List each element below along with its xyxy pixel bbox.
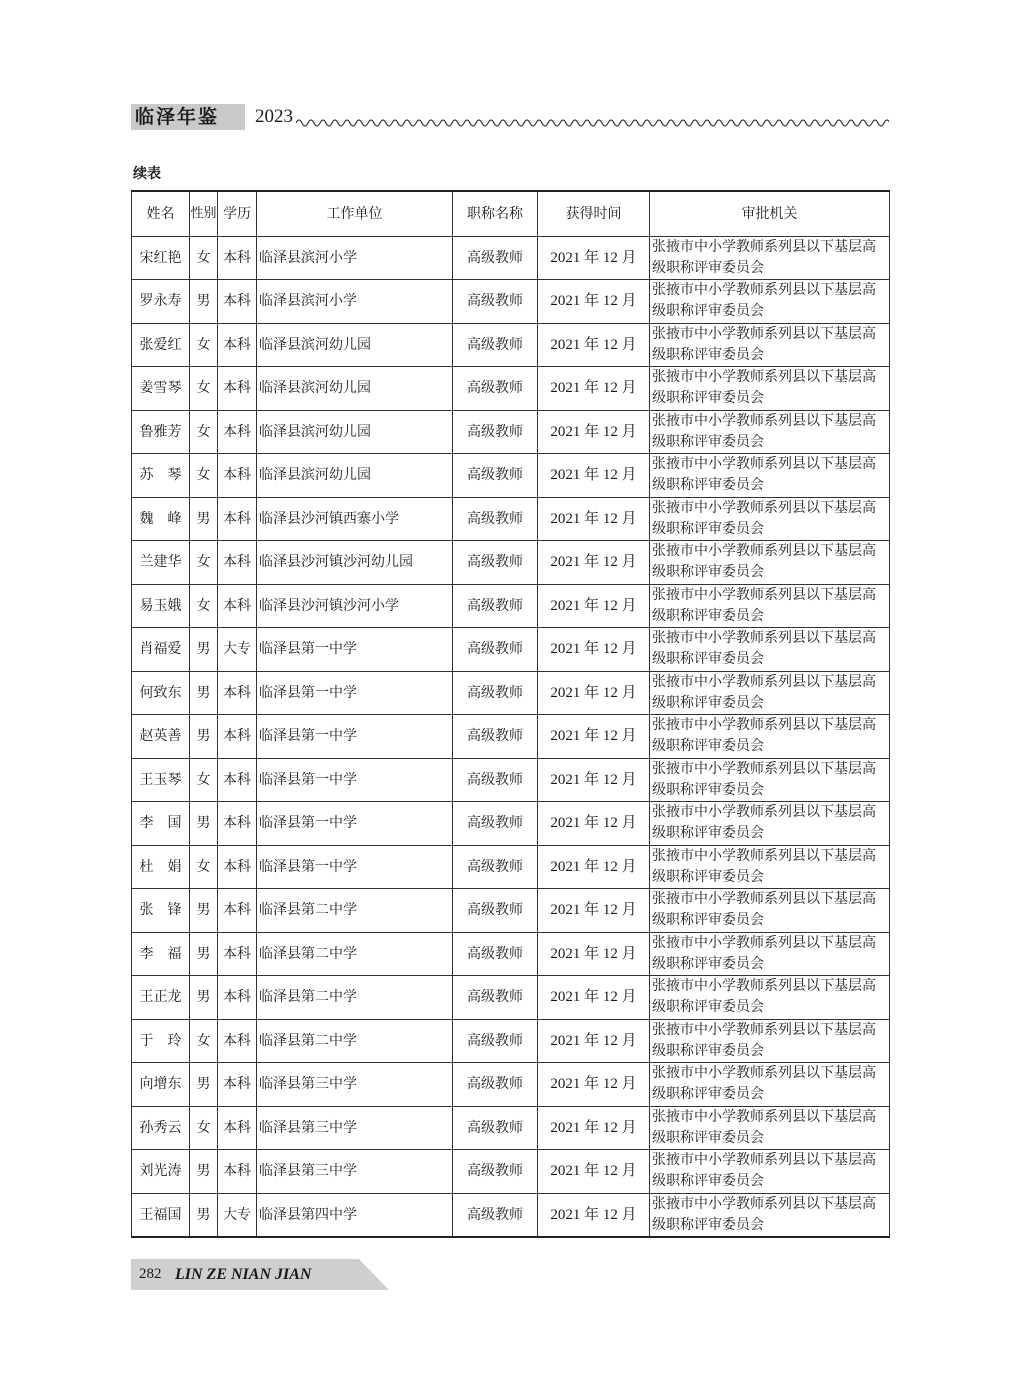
cell-gender: 女	[190, 584, 218, 628]
cell-time: 2021 年 12 月	[538, 1019, 650, 1063]
cell-approval: 张掖市中小学教师系列县以下基层高级职称评审委员会	[650, 367, 890, 411]
cell-education: 本科	[218, 889, 257, 933]
cell-gender: 男	[190, 280, 218, 324]
cell-name: 杜 娟	[132, 845, 190, 889]
table-row	[132, 323, 890, 367]
yearbook-year: 2023	[255, 106, 293, 127]
cell-approval: 张掖市中小学教师系列县以下基层高级职称评审委员会	[650, 497, 890, 541]
cell-time: 2021 年 12 月	[538, 541, 650, 585]
cell-unit: 临泽县第三中学	[257, 1063, 453, 1107]
cell-gender: 男	[190, 715, 218, 759]
cell-title: 高级教师	[453, 845, 538, 889]
cell-time: 2021 年 12 月	[538, 802, 650, 846]
table-row	[132, 410, 890, 454]
cell-title: 高级教师	[453, 1193, 538, 1237]
cell-gender: 女	[190, 410, 218, 454]
cell-approval: 张掖市中小学教师系列县以下基层高级职称评审委员会	[650, 802, 890, 846]
cell-unit: 临泽县滨河幼儿园	[257, 454, 453, 498]
cell-name: 魏 峰	[132, 497, 190, 541]
cell-title: 高级教师	[453, 932, 538, 976]
cell-unit: 临泽县第四中学	[257, 1193, 453, 1237]
cell-title: 高级教师	[453, 497, 538, 541]
cell-time: 2021 年 12 月	[538, 410, 650, 454]
cell-unit: 临泽县第二中学	[257, 1019, 453, 1063]
cell-education: 本科	[218, 584, 257, 628]
column-header-approval: 审批机关	[650, 191, 890, 236]
cell-time: 2021 年 12 月	[538, 1150, 650, 1194]
cell-approval: 张掖市中小学教师系列县以下基层高级职称评审委员会	[650, 932, 890, 976]
cell-name: 易玉娥	[132, 584, 190, 628]
cell-time: 2021 年 12 月	[538, 323, 650, 367]
cell-approval: 张掖市中小学教师系列县以下基层高级职称评审委员会	[650, 1019, 890, 1063]
cell-unit: 临泽县第二中学	[257, 976, 453, 1020]
table-row	[132, 1063, 890, 1107]
cell-gender: 女	[190, 541, 218, 585]
cell-approval: 张掖市中小学教师系列县以下基层高级职称评审委员会	[650, 845, 890, 889]
cell-time: 2021 年 12 月	[538, 845, 650, 889]
cell-time: 2021 年 12 月	[538, 715, 650, 759]
cell-name: 李 福	[132, 932, 190, 976]
cell-gender: 男	[190, 671, 218, 715]
cell-approval: 张掖市中小学教师系列县以下基层高级职称评审委员会	[650, 671, 890, 715]
cell-gender: 女	[190, 367, 218, 411]
cell-education: 本科	[218, 367, 257, 411]
table-row	[132, 715, 890, 759]
yearbook-title: 临泽年鉴	[131, 104, 245, 130]
cell-education: 本科	[218, 1019, 257, 1063]
cell-time: 2021 年 12 月	[538, 1106, 650, 1150]
cell-title: 高级教师	[453, 1019, 538, 1063]
table-row	[132, 1193, 890, 1237]
cell-gender: 男	[190, 976, 218, 1020]
cell-name: 苏 琴	[132, 454, 190, 498]
wave-divider-icon	[296, 116, 889, 130]
cell-approval: 张掖市中小学教师系列县以下基层高级职称评审委员会	[650, 541, 890, 585]
cell-name: 兰建华	[132, 541, 190, 585]
cell-title: 高级教师	[453, 1063, 538, 1107]
cell-time: 2021 年 12 月	[538, 1193, 650, 1237]
cell-approval: 张掖市中小学教师系列县以下基层高级职称评审委员会	[650, 584, 890, 628]
cell-gender: 男	[190, 802, 218, 846]
cell-unit: 临泽县第二中学	[257, 889, 453, 933]
cell-title: 高级教师	[453, 410, 538, 454]
cell-title: 高级教师	[453, 323, 538, 367]
cell-title: 高级教师	[453, 280, 538, 324]
column-header-education: 学历	[218, 191, 257, 236]
column-header-work-unit: 工作单位	[257, 191, 453, 236]
cell-education: 本科	[218, 715, 257, 759]
table-header-row	[132, 191, 890, 236]
cell-education: 本科	[218, 758, 257, 802]
cell-title: 高级教师	[453, 671, 538, 715]
cell-name: 王玉琴	[132, 758, 190, 802]
cell-title: 高级教师	[453, 889, 538, 933]
table-row	[132, 628, 890, 672]
table-row	[132, 367, 890, 411]
cell-unit: 临泽县第一中学	[257, 715, 453, 759]
cell-unit: 临泽县第一中学	[257, 802, 453, 846]
cell-education: 本科	[218, 932, 257, 976]
cell-education: 本科	[218, 802, 257, 846]
cell-name: 鲁雅芳	[132, 410, 190, 454]
page-header	[131, 100, 889, 136]
cell-education: 大专	[218, 628, 257, 672]
cell-name: 张 锋	[132, 889, 190, 933]
cell-gender: 女	[190, 236, 218, 280]
cell-time: 2021 年 12 月	[538, 367, 650, 411]
cell-name: 于 玲	[132, 1019, 190, 1063]
cell-education: 本科	[218, 323, 257, 367]
cell-gender: 男	[190, 932, 218, 976]
cell-approval: 张掖市中小学教师系列县以下基层高级职称评审委员会	[650, 280, 890, 324]
cell-name: 孙秀云	[132, 1106, 190, 1150]
cell-unit: 临泽县第三中学	[257, 1150, 453, 1194]
cell-gender: 男	[190, 889, 218, 933]
cell-education: 本科	[218, 497, 257, 541]
cell-approval: 张掖市中小学教师系列县以下基层高级职称评审委员会	[650, 628, 890, 672]
cell-title: 高级教师	[453, 715, 538, 759]
table-row	[132, 1106, 890, 1150]
teacher-title-table	[131, 190, 890, 1238]
cell-unit: 临泽县沙河镇沙河幼儿园	[257, 541, 453, 585]
table-row	[132, 932, 890, 976]
column-header-time: 获得时间	[538, 191, 650, 236]
cell-approval: 张掖市中小学教师系列县以下基层高级职称评审委员会	[650, 758, 890, 802]
cell-title: 高级教师	[453, 976, 538, 1020]
cell-title: 高级教师	[453, 1150, 538, 1194]
cell-gender: 女	[190, 1019, 218, 1063]
cell-approval: 张掖市中小学教师系列县以下基层高级职称评审委员会	[650, 323, 890, 367]
cell-name: 王正龙	[132, 976, 190, 1020]
cell-gender: 女	[190, 454, 218, 498]
cell-unit: 临泽县沙河镇沙河小学	[257, 584, 453, 628]
cell-education: 本科	[218, 454, 257, 498]
cell-gender: 女	[190, 1106, 218, 1150]
cell-approval: 张掖市中小学教师系列县以下基层高级职称评审委员会	[650, 715, 890, 759]
cell-time: 2021 年 12 月	[538, 758, 650, 802]
cell-approval: 张掖市中小学教师系列县以下基层高级职称评审委员会	[650, 236, 890, 280]
cell-approval: 张掖市中小学教师系列县以下基层高级职称评审委员会	[650, 410, 890, 454]
cell-name: 王福国	[132, 1193, 190, 1237]
cell-title: 高级教师	[453, 454, 538, 498]
cell-education: 本科	[218, 410, 257, 454]
cell-unit: 临泽县滨河幼儿园	[257, 410, 453, 454]
cell-education: 本科	[218, 236, 257, 280]
cell-education: 本科	[218, 1106, 257, 1150]
cell-title: 高级教师	[453, 758, 538, 802]
cell-approval: 张掖市中小学教师系列县以下基层高级职称评审委员会	[650, 976, 890, 1020]
cell-unit: 临泽县第一中学	[257, 758, 453, 802]
cell-name: 何致东	[132, 671, 190, 715]
table-row	[132, 845, 890, 889]
cell-education: 本科	[218, 1063, 257, 1107]
table-row	[132, 671, 890, 715]
cell-time: 2021 年 12 月	[538, 1063, 650, 1107]
cell-time: 2021 年 12 月	[538, 889, 650, 933]
table-row	[132, 454, 890, 498]
cell-unit: 临泽县第一中学	[257, 671, 453, 715]
column-header-name: 姓名	[132, 191, 190, 236]
cell-gender: 女	[190, 323, 218, 367]
cell-gender: 男	[190, 1063, 218, 1107]
cell-gender: 男	[190, 628, 218, 672]
cell-time: 2021 年 12 月	[538, 932, 650, 976]
cell-name: 刘光涛	[132, 1150, 190, 1194]
cell-unit: 临泽县第三中学	[257, 1106, 453, 1150]
cell-time: 2021 年 12 月	[538, 454, 650, 498]
table-row	[132, 236, 890, 280]
cell-education: 本科	[218, 976, 257, 1020]
continued-label: 续表	[133, 166, 161, 182]
cell-gender: 男	[190, 1150, 218, 1194]
cell-name: 向增东	[132, 1063, 190, 1107]
cell-gender: 男	[190, 497, 218, 541]
table-row	[132, 280, 890, 324]
cell-name: 宋红艳	[132, 236, 190, 280]
table-row	[132, 802, 890, 846]
cell-gender: 女	[190, 758, 218, 802]
cell-unit: 临泽县第一中学	[257, 845, 453, 889]
cell-title: 高级教师	[453, 802, 538, 846]
cell-unit: 临泽县沙河镇西寨小学	[257, 497, 453, 541]
cell-approval: 张掖市中小学教师系列县以下基层高级职称评审委员会	[650, 1150, 890, 1194]
cell-approval: 张掖市中小学教师系列县以下基层高级职称评审委员会	[650, 454, 890, 498]
cell-education: 本科	[218, 845, 257, 889]
cell-title: 高级教师	[453, 236, 538, 280]
table-row	[132, 1150, 890, 1194]
cell-unit: 临泽县滨河小学	[257, 236, 453, 280]
cell-education: 本科	[218, 671, 257, 715]
cell-time: 2021 年 12 月	[538, 497, 650, 541]
cell-time: 2021 年 12 月	[538, 280, 650, 324]
table-row	[132, 889, 890, 933]
cell-education: 大专	[218, 1193, 257, 1237]
table-row	[132, 584, 890, 628]
cell-title: 高级教师	[453, 541, 538, 585]
cell-name: 罗永寿	[132, 280, 190, 324]
cell-name: 姜雪琴	[132, 367, 190, 411]
cell-approval: 张掖市中小学教师系列县以下基层高级职称评审委员会	[650, 1193, 890, 1237]
table-row	[132, 497, 890, 541]
cell-unit: 临泽县滨河幼儿园	[257, 367, 453, 411]
table-row	[132, 1019, 890, 1063]
page-number: 282	[139, 1266, 162, 1282]
cell-name: 张爱红	[132, 323, 190, 367]
cell-title: 高级教师	[453, 628, 538, 672]
cell-approval: 张掖市中小学教师系列县以下基层高级职称评审委员会	[650, 1063, 890, 1107]
cell-education: 本科	[218, 280, 257, 324]
cell-education: 本科	[218, 541, 257, 585]
cell-name: 赵英善	[132, 715, 190, 759]
cell-gender: 女	[190, 845, 218, 889]
cell-approval: 张掖市中小学教师系列县以下基层高级职称评审委员会	[650, 1106, 890, 1150]
cell-time: 2021 年 12 月	[538, 628, 650, 672]
cell-unit: 临泽县滨河幼儿园	[257, 323, 453, 367]
cell-unit: 临泽县滨河小学	[257, 280, 453, 324]
cell-approval: 张掖市中小学教师系列县以下基层高级职称评审委员会	[650, 889, 890, 933]
cell-time: 2021 年 12 月	[538, 671, 650, 715]
column-header-title: 职称名称	[453, 191, 538, 236]
table-row	[132, 541, 890, 585]
cell-gender: 男	[190, 1193, 218, 1237]
cell-time: 2021 年 12 月	[538, 976, 650, 1020]
page-footer	[131, 1259, 389, 1290]
cell-title: 高级教师	[453, 1106, 538, 1150]
cell-time: 2021 年 12 月	[538, 584, 650, 628]
table-row	[132, 758, 890, 802]
cell-unit: 临泽县第一中学	[257, 628, 453, 672]
cell-unit: 临泽县第二中学	[257, 932, 453, 976]
footer-title: LIN ZE NIAN JIAN	[175, 1266, 312, 1283]
cell-name: 肖福爱	[132, 628, 190, 672]
cell-education: 本科	[218, 1150, 257, 1194]
column-header-gender: 性别	[190, 191, 218, 236]
cell-time: 2021 年 12 月	[538, 236, 650, 280]
cell-title: 高级教师	[453, 367, 538, 411]
cell-name: 李 国	[132, 802, 190, 846]
table-row	[132, 976, 890, 1020]
cell-title: 高级教师	[453, 584, 538, 628]
